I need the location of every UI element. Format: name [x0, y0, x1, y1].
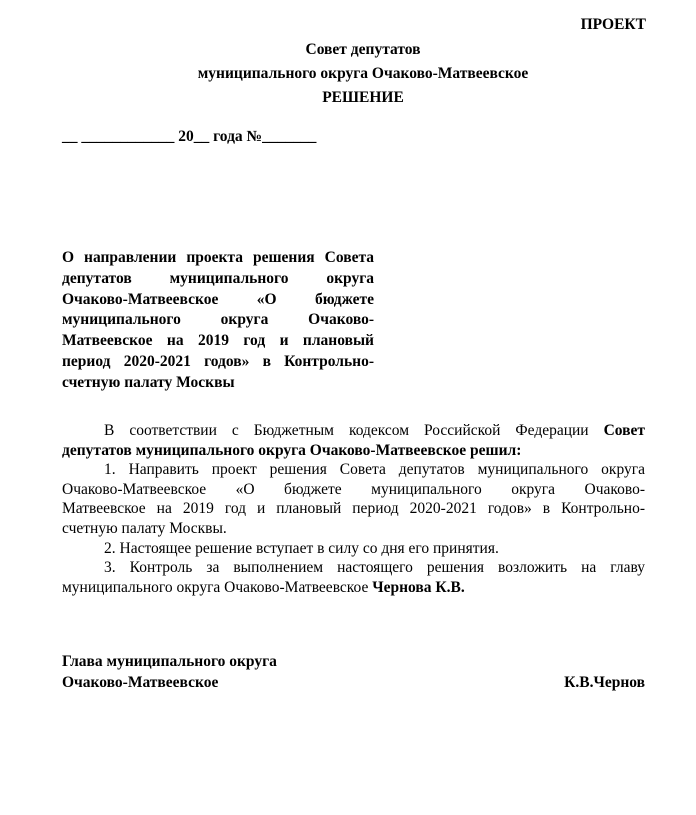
subject-line: Очаково-Матвеевское «О бюджете: [62, 290, 374, 308]
council-name: Совет депутатов: [305, 41, 421, 58]
date-number-line: __ ____________ 20__ года №_______: [62, 128, 317, 145]
district-name: муниципального округа Очаково-Матвеевское: [197, 65, 529, 82]
decision-subject: [62, 248, 374, 394]
item-1-line: Очаково-Матвеевское «О бюджете муниципального округа Очаково-: [62, 480, 645, 498]
signatory-district: Очаково-Матвеевское: [62, 673, 219, 691]
subject-line: Матвеевское на 2019 год и плановый: [62, 332, 374, 350]
item-1-line: счетную палату Москвы.: [62, 519, 227, 537]
item-3-line: [62, 578, 645, 598]
subject-line: О направлении проекта решения Совета: [62, 249, 374, 266]
item-3-text: муниципального округа Очаково-Матвеевское: [62, 578, 373, 596]
intro-resolved: депутатов муниципального округа Очаково-Матвеевское решил:: [62, 441, 522, 459]
document-type: РЕШЕНИЕ: [322, 89, 404, 106]
item-3-line: 3. Контроль за выполнением настоящего решения возложить на главу: [104, 559, 645, 577]
item-1-line: Матвеевское на 2019 год и плановый период 2020-2021 годов» в Контрольно-: [62, 500, 645, 518]
signature-row: [62, 673, 645, 694]
document-header: [0, 38, 696, 110]
subject-line: счетную палату Москвы: [62, 373, 235, 391]
intro-paragraph: [62, 421, 645, 441]
item-1-line: 1. Направить проект решения Совета депутатов муниципального округа: [104, 461, 645, 479]
signatory-title: Глава муниципального округа: [62, 653, 277, 670]
subject-line: депутатов муниципального округа: [62, 269, 374, 287]
item-3-person: Чернова К.В.: [372, 578, 465, 596]
subject-line: период 2020-2021 годов» в Контрольно-: [62, 352, 374, 370]
project-mark: ПРОЕКТ: [580, 16, 646, 33]
intro-text: В соответствии с Бюджетным кодексом Российской Федерации: [104, 422, 604, 439]
signature-block: [62, 652, 645, 693]
decision-body: [62, 421, 645, 597]
subject-line: муниципального округа Очаково-: [62, 311, 374, 329]
intro-council: Совет: [603, 422, 645, 439]
item-2: 2. Настоящее решение вступает в силу со дня его принятия.: [104, 539, 499, 557]
signatory-name: К.В.Чернов: [564, 673, 645, 691]
